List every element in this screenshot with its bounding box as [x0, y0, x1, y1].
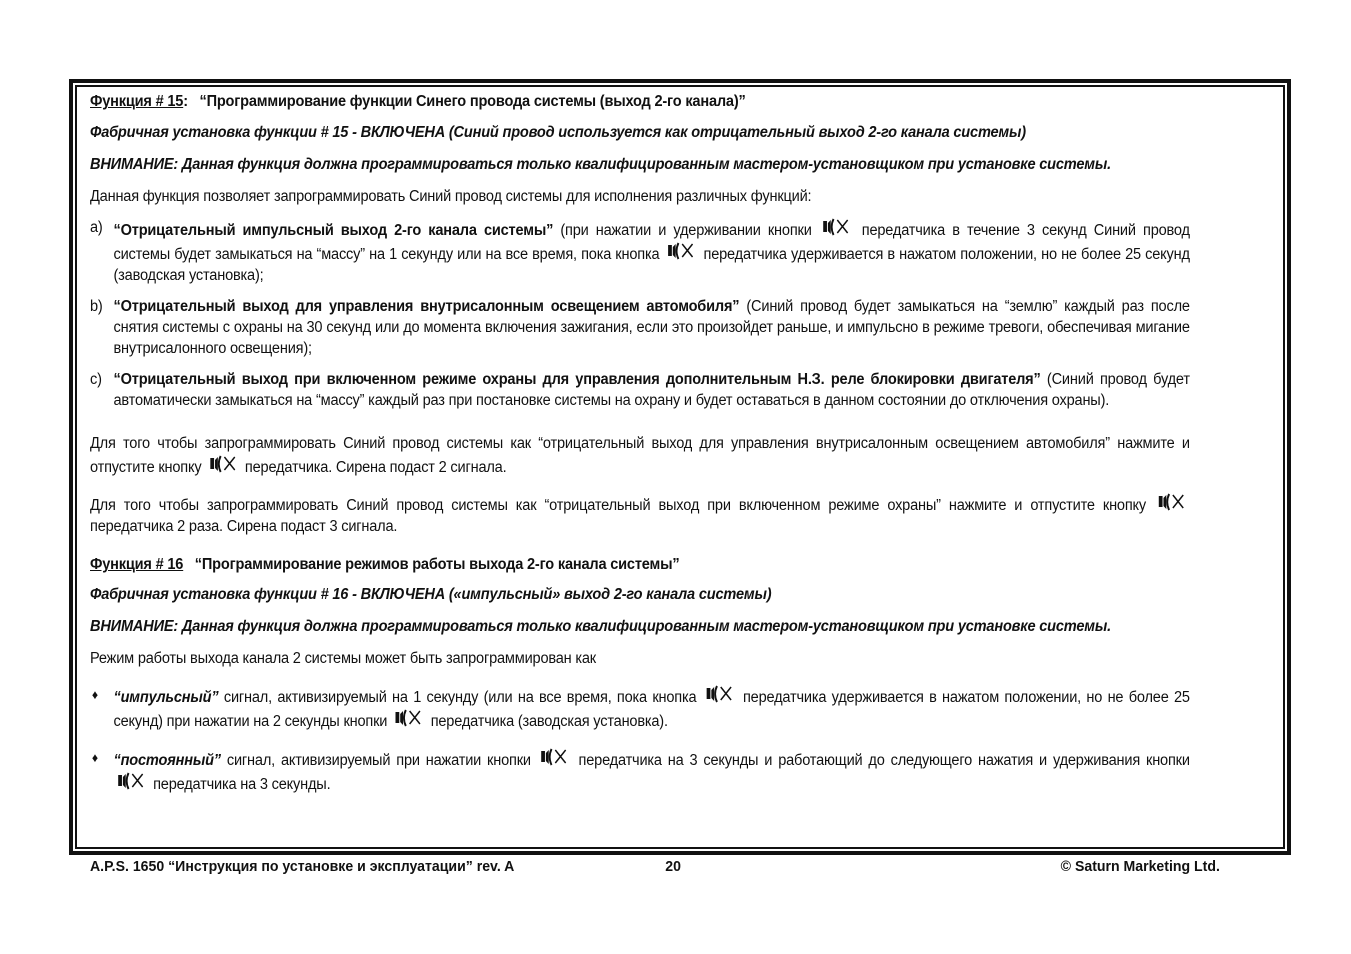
bullet-marker: ♦	[91, 687, 98, 702]
f15-title: “Программирование функции Синего провода системы (выход 2-го канала)”	[199, 93, 746, 110]
item-marker: c)	[90, 371, 102, 388]
f16-title: “Программирование режимов работы выхода 2-го канала системы”	[194, 556, 680, 573]
item-c-title: “Отрицательный выход при включенном режиме охраны для управления дополнительным Н.З. реле блокировки двигателя”	[113, 371, 1041, 388]
f16-intro: Режим работы выхода канала 2 системы может быть запрограммирован как	[90, 650, 596, 667]
speaker-mute-icon	[395, 708, 423, 728]
f15-label: Функция # 15	[90, 93, 184, 110]
f15-instruction-1	[90, 433, 1190, 478]
item-a-title: “Отрицательный импульсный выход 2-го канала системы”	[113, 222, 554, 239]
footer-document-title: A.P.S. 1650 “Инструкция по установке и эксплуатации” rev. A	[90, 858, 515, 875]
f15-colon: :	[183, 93, 188, 110]
footer-copyright: © Saturn Marketing Ltd.	[1060, 858, 1220, 875]
instruction-2-text-1: Для того чтобы запрограммировать Синий провод системы как “отрицательный выход при включенном режиме охраны” нажмите и отпустите кнопку	[90, 497, 1147, 514]
f15-factory-setting: Фабричная установка функции # 15 - ВКЛЮЧЕНА (Синий провод используется как отрицательный выход 2-го канала системы)	[90, 124, 1026, 141]
bullet-constant-title: “постоянный”	[113, 752, 221, 769]
item-a-text-2: передатчика в течение 3 секунд Синий провод системы будет замыкаться на “массу” на 1 секунду или на все время, пока кнопка	[113, 222, 1190, 263]
f15-heading	[90, 91, 1190, 112]
bullet-constant-text-1: сигнал, активизируемый при нажатии кнопки	[226, 752, 531, 769]
speaker-mute-icon	[209, 454, 237, 474]
f15-warning: ВНИМАНИЕ: Данная функция должна программироваться только квалифицированным мастером-установщиком при установке системы.	[90, 156, 1111, 173]
item-a-text-1: (при нажатии и удерживании кнопки	[560, 222, 812, 239]
speaker-mute-icon	[541, 747, 569, 767]
instruction-1-text-1: Для того чтобы запрограммировать Синий провод системы как “отрицательный выход для управления внутрисалонным освещением автомобиля” нажмите и отпустите кнопку	[90, 435, 1190, 476]
f16-label: Функция # 16	[90, 556, 184, 573]
bullet-impulse-text-2: передатчика удерживается в нажатом положении, но не более 25 секунд) при нажатии на 2 секунды кнопки	[113, 689, 1190, 730]
speaker-mute-icon	[117, 771, 145, 791]
speaker-mute-icon	[823, 217, 851, 237]
f16-warning: ВНИМАНИЕ: Данная функция должна программироваться только квалифицированным мастером-установщиком при установке системы.	[90, 618, 1111, 635]
speaker-mute-icon	[667, 241, 695, 261]
document-body	[90, 91, 1190, 795]
item-marker: b)	[90, 298, 103, 315]
f16-bullet-impulse	[90, 684, 1190, 732]
f15-item-b	[90, 296, 1190, 359]
item-b-text-1: (Синий провод будет замыкаться на “землю” каждый раз после снятия системы с охраны на 30 секунд или до момента включения зажигания, если это произойдет раньше, и импульсно в режиме тревоги, обеспечивая мигание внутрисалонного освещения);	[113, 298, 1190, 357]
f16-bullet-constant	[90, 747, 1190, 795]
bullet-constant-text-2: передатчика на 3 секунды и работающий до следующего нажатия и удерживания кнопки	[578, 752, 1190, 769]
bullet-constant-text-3: передатчика на 3 секунды.	[153, 776, 331, 793]
item-b-title: “Отрицательный выход для управления внутрисалонным освещением автомобиля”	[113, 298, 740, 315]
instruction-1-text-2: передатчика. Сирена подаст 2 сигнала.	[244, 459, 507, 476]
page-footer	[90, 858, 1220, 878]
bullet-impulse-text-3: передатчика (заводская установка).	[430, 713, 668, 730]
bullet-impulse-title: “импульсный”	[113, 689, 219, 706]
f16-factory-setting: Фабричная установка функции # 16 - ВКЛЮЧЕНА («импульсный» выход 2-го канала системы)	[90, 586, 772, 603]
f15-item-c	[90, 369, 1190, 411]
bullet-marker: ♦	[91, 750, 98, 765]
instruction-2-text-2: передатчика 2 раза. Сирена подаст 3 сигнала.	[90, 518, 398, 535]
speaker-mute-icon	[706, 684, 734, 704]
item-a-text-3: передатчика удерживается в нажатом положении, но не более 25 секунд (заводская установка);	[113, 246, 1190, 284]
f15-item-a	[90, 217, 1190, 286]
f15-intro: Данная функция позволяет запрограммировать Синий провод системы для исполнения различных функций:	[90, 188, 812, 205]
f15-instruction-2	[90, 492, 1190, 537]
speaker-mute-icon	[1158, 492, 1186, 512]
f16-heading	[90, 554, 1190, 575]
bullet-impulse-text-1: сигнал, активизируемый на 1 секунду (или на все время, пока кнопка	[223, 689, 697, 706]
item-marker: a)	[90, 219, 103, 236]
item-c-text-1: (Синий провод будет автоматически замыкаться на “массу” каждый раз при постановке системы на охрану и будет оставаться в данном состоянии до отключения охраны).	[113, 371, 1190, 409]
footer-page-number: 20	[665, 858, 681, 875]
